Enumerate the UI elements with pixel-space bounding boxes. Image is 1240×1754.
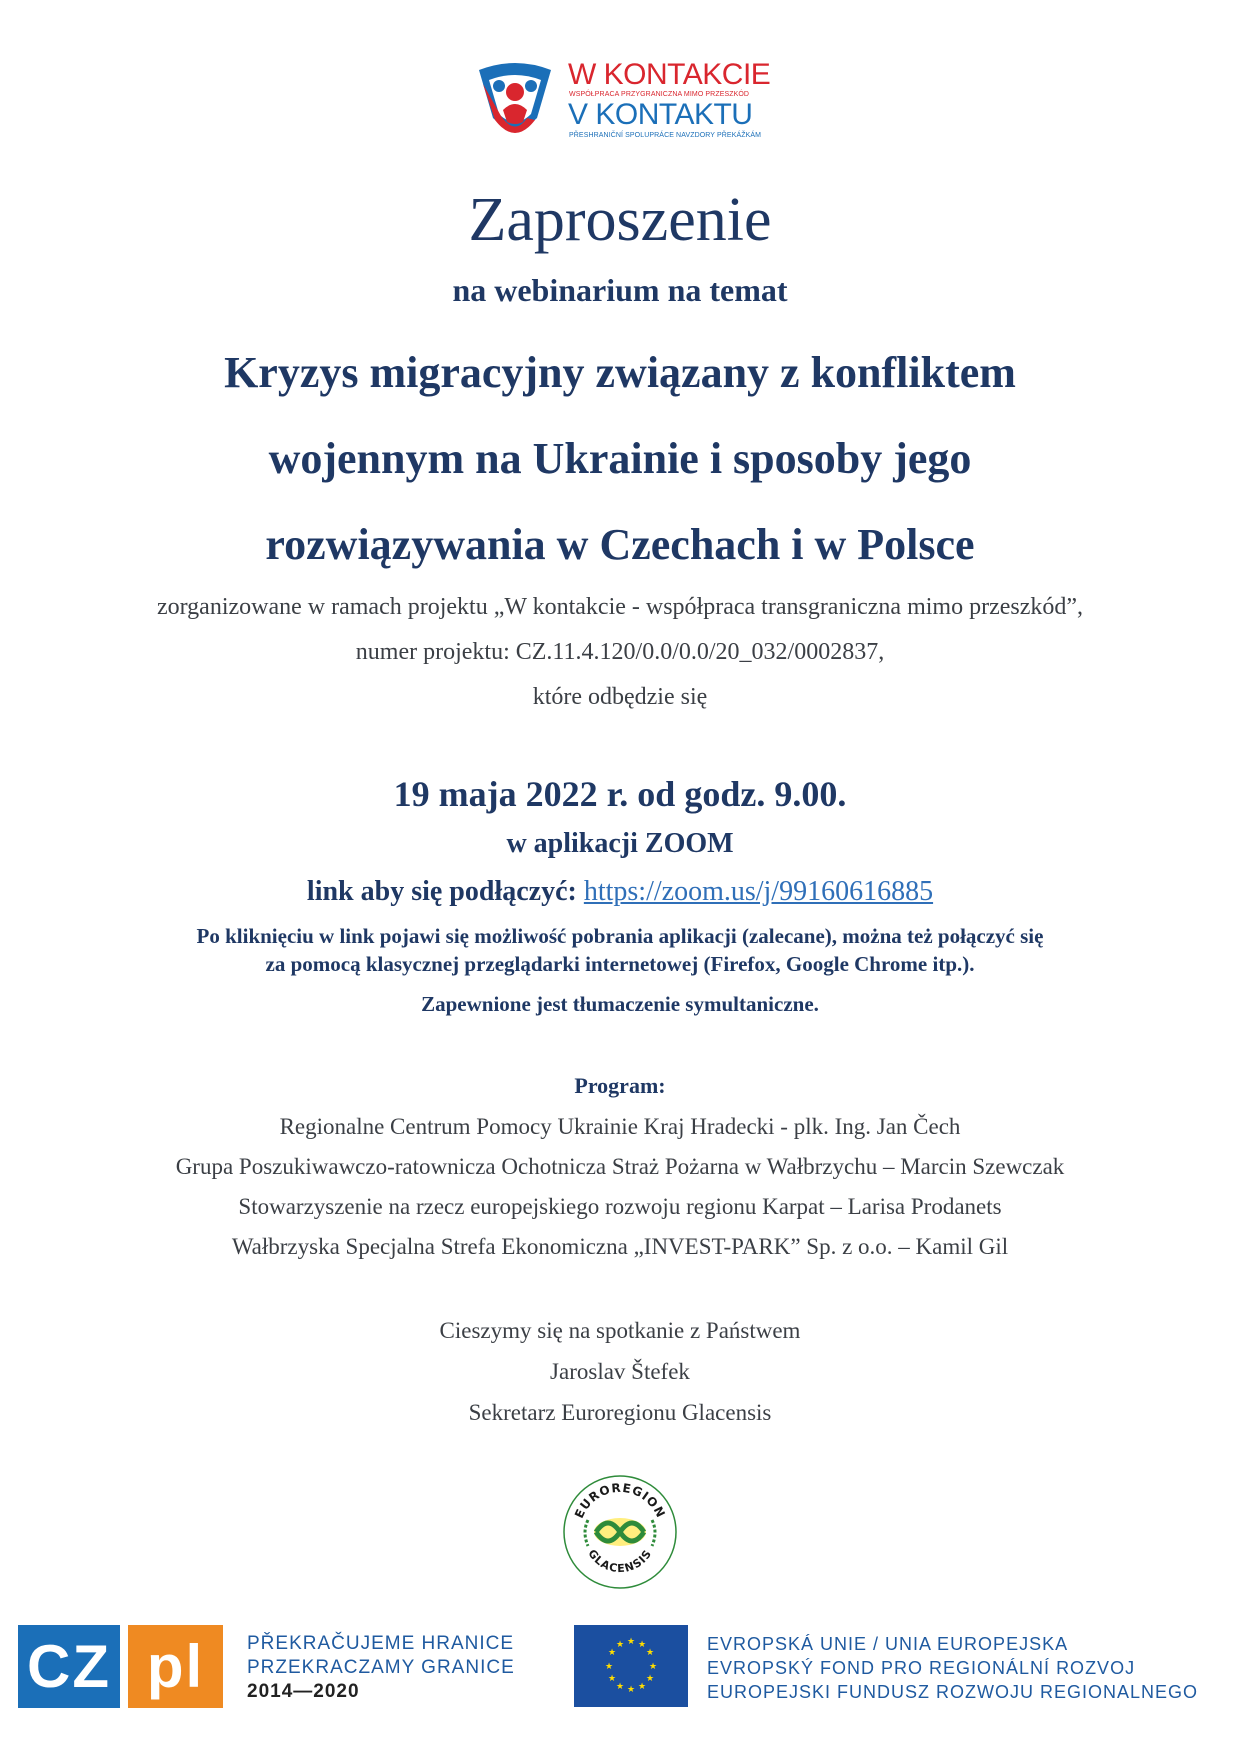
project-info-line: zorganizowane w ramach projektu „W kontakcie - współpraca transgraniczna mimo przeszkód”,: [156, 594, 1084, 620]
join-link-line: [0, 874, 1240, 910]
eu-fund-text: [707, 1632, 1198, 1704]
program-heading: Program:: [574, 1073, 666, 1098]
euroregion-glacensis-seal-icon: [562, 1474, 678, 1590]
svg-text:★: ★: [607, 1674, 617, 1684]
svg-text:★: ★: [637, 1682, 647, 1692]
signatory-title: Sekretarz Euroregionu Glacensis: [468, 1400, 772, 1425]
logo-line-v-kontaktu: V KONTAKTU: [568, 98, 753, 131]
svg-text:★: ★: [645, 1674, 655, 1684]
svg-text:★: ★: [604, 1662, 614, 1672]
eu-line: EUROPEJSKI FUNDUSZ ROZWOJU REGIONALNEGO: [707, 1682, 1199, 1702]
translation-note: Zapewnione jest tłumaczenie symultaniczne.: [421, 992, 819, 1016]
eu-flag-icon: [574, 1625, 688, 1707]
czpl-years: 2014—2020: [247, 1681, 360, 1702]
event-date: 19 maja 2022 r. od godz. 9.00.: [393, 774, 847, 814]
svg-text:★: ★: [607, 1648, 617, 1658]
logo-subline-pl: WSPÓŁPRACA PRZYGRANICZNA MIMO PRZESZKÓD: [569, 91, 750, 98]
note-line: za pomocą klasycznej przeglądarki internetowej (Firefox, Google Chrome itp.).: [265, 952, 975, 976]
svg-text:★: ★: [615, 1640, 625, 1650]
webinar-topic: [0, 330, 1240, 588]
signatory-name: Jaroslav Štefek: [550, 1359, 690, 1384]
logo-subline-cz: PŘESHRANIČNÍ SPOLUPRÁCE NAVZDORY PŘEKÁŽKÁM: [569, 132, 762, 139]
project-logo: [455, 48, 790, 168]
join-link-label: link aby się podłączyć:: [306, 876, 584, 907]
czpl-logo-pl: pl: [128, 1625, 223, 1708]
program-item: Wałbrzyska Specjalna Strefa Ekonomiczna „INVEST-PARK” Sp. z o.o. – Kamil Gil: [231, 1234, 1009, 1259]
closing-greeting: Cieszymy się na spotkanie z Państwem: [439, 1318, 801, 1343]
czpl-logo: [18, 1625, 223, 1708]
program-item: Grupa Poszukiwawczo-ratownicza Ochotnicza Straż Pożarna w Wałbrzychu – Marcin Szewczak: [175, 1154, 1065, 1179]
czpl-line-cz: PŘEKRAČUJEME HRANICE: [247, 1633, 515, 1654]
svg-text:★: ★: [648, 1662, 658, 1672]
svg-text:★: ★: [615, 1682, 625, 1692]
seal-bottom-text: GLACENSIS: [585, 1547, 655, 1576]
czpl-program-text: [247, 1632, 515, 1704]
seal-top-text: EUROREGION: [571, 1480, 669, 1521]
svg-text:★: ★: [626, 1685, 636, 1695]
svg-text:★: ★: [637, 1640, 647, 1650]
svg-text:★: ★: [645, 1648, 655, 1658]
logo-line-w-kontakcie: W KONTAKCIE: [568, 58, 771, 91]
event-intro-line: które odbędzie się: [532, 684, 708, 710]
topic-line: rozwiązywania w Czechach i w Polsce: [265, 520, 975, 569]
program-item: Stowarzyszenie na rzecz europejskiego rozwoju regionu Karpat – Larisa Prodanets: [238, 1194, 1002, 1219]
eu-line: EVROPSKÝ FOND PRO REGIONÁLNÍ ROZVOJ: [707, 1658, 1136, 1678]
event-platform: w aplikacji ZOOM: [506, 828, 734, 859]
czpl-line-pl: PRZEKRACZAMY GRANICE: [247, 1657, 515, 1678]
page-title: Zaproszenie: [468, 186, 772, 254]
topic-line: Kryzys migracyjny związany z konfliktem: [224, 348, 1016, 397]
czpl-logo-cz: CZ: [18, 1625, 120, 1708]
project-number-line: numer projektu: CZ.11.4.120/0.0/0.0/20_032/0002837,: [355, 639, 885, 665]
note-line: Po kliknięciu w link pojawi się możliwość pobrania aplikacji (zalecane), można też połączyć się: [196, 924, 1044, 948]
topic-line: wojennym na Ukrainie i sposoby jego: [268, 434, 972, 483]
project-logo-icon: [475, 60, 555, 146]
svg-text:★: ★: [626, 1637, 636, 1647]
subtitle: na webinarium na temat: [452, 272, 788, 308]
program-item: Regionalne Centrum Pomocy Ukrainie Kraj Hradecki - plk. Ing. Jan Čech: [279, 1114, 961, 1139]
zoom-link[interactable]: https://zoom.us/j/99160616885: [583, 876, 934, 907]
eu-line: EVROPSKÁ UNIE / UNIA EUROPEJSKA: [707, 1634, 1069, 1654]
